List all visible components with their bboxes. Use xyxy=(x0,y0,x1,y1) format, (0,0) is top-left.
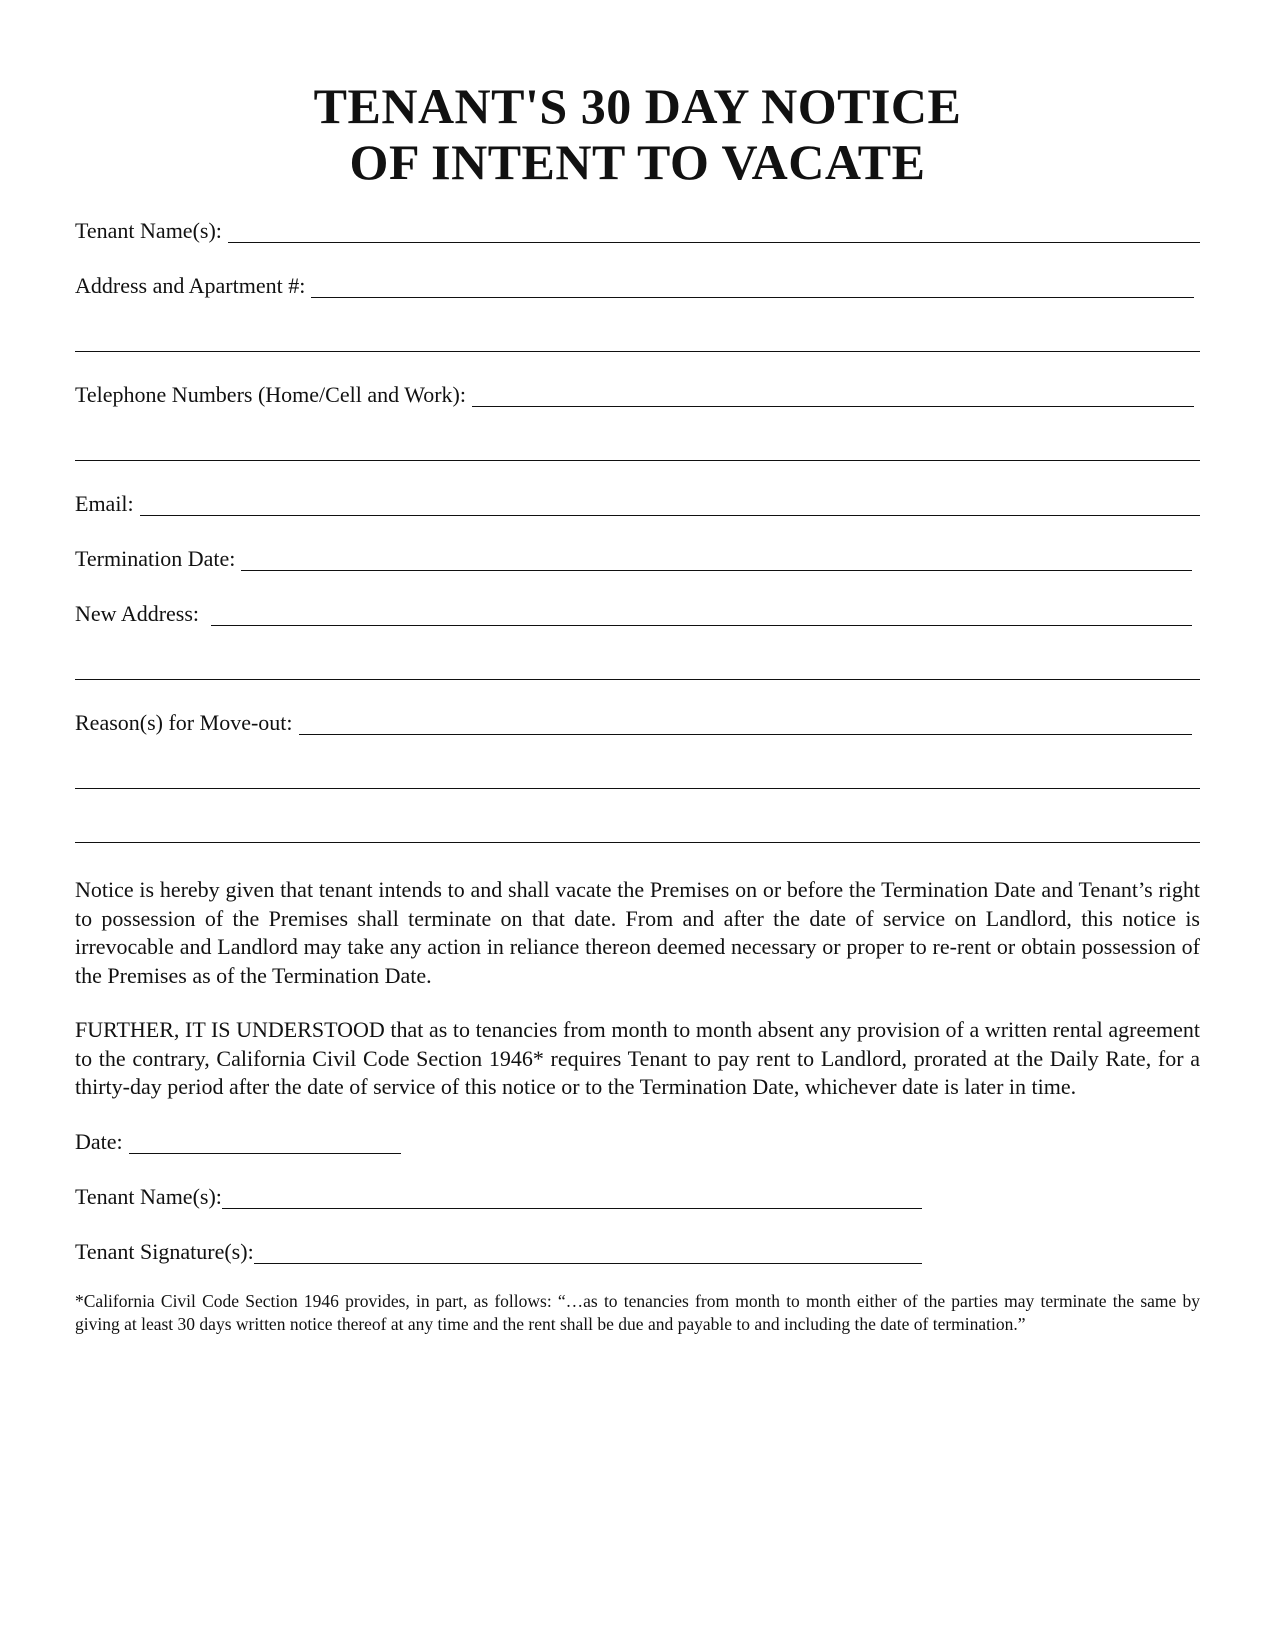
notice-paragraph: Notice is hereby given that tenant intends to and shall vacate the Premises on or before the Termination Date and Tenant’s right to possession of the Premises shall terminate on that date. From and after the date of service on Landlord, this notice is irrevocable and Landlord may take any action in reliance thereon deemed necessary or proper to re-rent or obtain possession of the Premises as of the Termination Date. xyxy=(75,877,1200,988)
new-address-label: New Address: xyxy=(75,601,200,626)
termination-date-blank[interactable] xyxy=(241,552,1192,571)
new-address-blank[interactable] xyxy=(211,607,1192,626)
reasons-blank-line-2[interactable] xyxy=(75,764,1200,789)
email-field xyxy=(75,490,1200,516)
tenant-names-blank[interactable] xyxy=(228,224,1200,243)
address-blank[interactable] xyxy=(311,279,1194,298)
civil-code-footnote: *California Civil Code Section 1946 provides, in part, as follows: “…as to tenancies from month to month either of the parties may terminate the same by giving at least 30 days written notice thereof at any time and the rent shall be due and payable to and including the date of termination.” xyxy=(75,1290,1200,1334)
email-blank[interactable] xyxy=(140,497,1200,516)
document-title xyxy=(75,0,1200,190)
termination-date-field xyxy=(75,545,1200,571)
further-paragraph: FURTHER, IT IS UNDERSTOOD that as to tenancies from month to month absent any provision of a written rental agreement to the contrary, California Civil Code Section 1946* requires Tenant to pay rent to Landlord, prorated at the Daily Rate, for a thirty-day period after the date of service of this notice or to the Termination Date, whichever date is later in time. xyxy=(75,1017,1200,1099)
telephone-blank-line-2[interactable] xyxy=(75,436,1200,461)
date-label: Date: xyxy=(75,1128,123,1154)
tenant-signatures-blank[interactable] xyxy=(254,1245,922,1264)
tenant-signatures-field xyxy=(75,1238,1200,1264)
title-line-1: TENANT'S 30 DAY NOTICE xyxy=(313,78,962,134)
telephone-field xyxy=(75,381,1200,407)
date-field xyxy=(75,1128,1200,1154)
reasons-blank-line-3[interactable] xyxy=(75,818,1200,843)
address-blank-line-2[interactable] xyxy=(75,327,1200,352)
sig-tenant-names-label: Tenant Name(s): xyxy=(75,1183,222,1209)
tenant-names-field xyxy=(75,217,1200,243)
telephone-label: Telephone Numbers (Home/Cell and Work): xyxy=(75,382,466,407)
reasons-label: Reason(s) for Move-out: xyxy=(75,710,293,735)
tenant-signatures-label: Tenant Signature(s): xyxy=(75,1238,254,1264)
address-label: Address and Apartment #: xyxy=(75,273,306,298)
reasons-field xyxy=(75,709,1200,735)
date-blank[interactable] xyxy=(129,1135,401,1154)
new-address-blank-line-2[interactable] xyxy=(75,655,1200,680)
address-field xyxy=(75,272,1200,298)
new-address-field xyxy=(75,600,1200,626)
email-label: Email: xyxy=(75,491,134,516)
title-line-2: OF INTENT TO VACATE xyxy=(349,134,926,190)
tenant-names-label: Tenant Name(s): xyxy=(75,218,222,243)
termination-date-label: Termination Date: xyxy=(75,546,236,571)
sig-tenant-names-blank[interactable] xyxy=(222,1190,922,1209)
telephone-blank[interactable] xyxy=(472,388,1194,407)
tenant-info-fields xyxy=(75,217,1200,843)
sig-tenant-names-field xyxy=(75,1183,1200,1209)
signature-section xyxy=(75,1128,1200,1264)
reasons-blank[interactable] xyxy=(299,716,1192,735)
